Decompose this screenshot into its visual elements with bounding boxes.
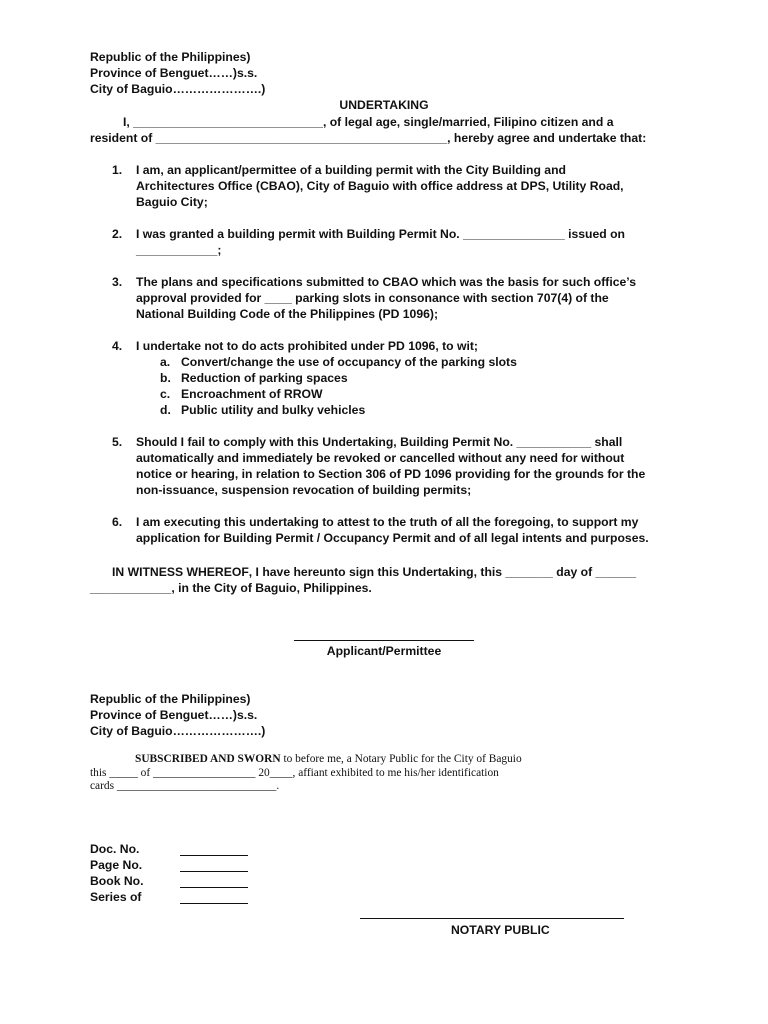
venue-city: City of Baguio………………….) [90,82,266,96]
applicant-label: Applicant/Permittee [326,644,442,658]
venue-province: Province of Benguet……)s.s. [90,66,258,80]
notary-signature-line [360,918,624,919]
document-title: UNDERTAKING [339,98,429,112]
page-no-blank [180,871,248,872]
item-text: I am, an applicant/permittee of a building permit with the City Building and [136,163,566,177]
book-no-label: Book No. [90,874,144,888]
venue-republic: Republic of the Philippines) [90,50,251,64]
sub-item-text: Convert/change the use of occupancy of the parking slots [181,355,517,369]
witness-rest: , I have hereunto sign this Undertaking, this _______ day of ______ [248,565,637,579]
sub-item-letter: d. [160,403,171,417]
item-text: automatically and immediately be revoked or cancelled without any need for without [136,451,625,465]
item-text: I undertake not to do acts prohibited under PD 1096, to wit; [136,339,478,353]
intro-line-2: resident of ___________________________________________, hereby agree and undertake that: [90,131,647,145]
sub-item-text: Public utility and bulky vehicles [181,403,366,417]
item-text: Architectures Office (CBAO), City of Baguio with office address at DPS, Utility Road, [136,179,624,193]
item-text: National Building Code of the Philippines (PD 1096); [136,307,438,321]
jurat-line-1 [135,752,522,767]
item-text: I was granted a building permit with Building Permit No. _______________ issued on [136,227,625,241]
applicant-signature-line [294,640,474,641]
item-text: The plans and specifications submitted to CBAO which was the basis for such office’s [136,275,637,289]
doc-no-label: Doc. No. [90,842,140,856]
series-of-label: Series of [90,890,142,904]
sub-item-letter: b. [160,371,171,385]
item-text: Baguio City; [136,195,208,209]
doc-no-blank [180,855,248,856]
sub-item-text: Encroachment of RROW [181,387,323,401]
jurat-rest: to before me, a Notary Public for the City of Baguio [280,753,522,765]
item-number: 6. [112,515,123,529]
item-text: ____________; [136,243,222,257]
witness-line-2: ____________, in the City of Baguio, Philippines. [90,581,372,595]
jurat-lead: SUBSCRIBED AND SWORN [135,753,281,765]
item-text: non-issuance, suspension revocation of building permits; [136,483,472,497]
sub-item-letter: a. [160,355,171,369]
sub-item-text: Reduction of parking spaces [181,371,348,385]
notary-label: NOTARY PUBLIC [451,923,550,937]
item-text: application for Building Permit / Occupancy Permit and of all legal intents and purposes. [136,531,649,545]
item-text: approval provided for ____ parking slots in consonance with section 707(4) of the [136,291,609,305]
venue-city: City of Baguio………………….) [90,724,266,738]
item-number: 3. [112,275,123,289]
venue-republic: Republic of the Philippines) [90,692,251,706]
item-number: 5. [112,435,123,449]
page-no-label: Page No. [90,858,143,872]
item-text: Should I fail to comply with this Undertaking, Building Permit No. ___________ shall [136,435,623,449]
jurat-line-2: this _____ of __________________ 20____, affiant exhibited to me his/her identification [90,767,499,779]
book-no-blank [180,887,248,888]
witness-line-1 [112,564,636,580]
item-text: notice or hearing, in relation to Section 306 of PD 1096 providing for the grounds for the [136,467,646,481]
item-number: 4. [112,339,123,353]
venue-province: Province of Benguet……)s.s. [90,708,258,722]
item-number: 2. [112,227,123,241]
sub-item-letter: c. [160,387,171,401]
intro-line-1: I, ____________________________, of legal age, single/married, Filipino citizen and a [123,115,614,129]
jurat-line-3: cards ____________________________. [90,780,280,792]
series-of-blank [180,903,248,904]
item-number: 1. [112,163,123,177]
witness-lead: IN WITNESS WHEREOF [112,565,249,579]
item-text: I am executing this undertaking to attest to the truth of all the foregoing, to support my [136,515,639,529]
